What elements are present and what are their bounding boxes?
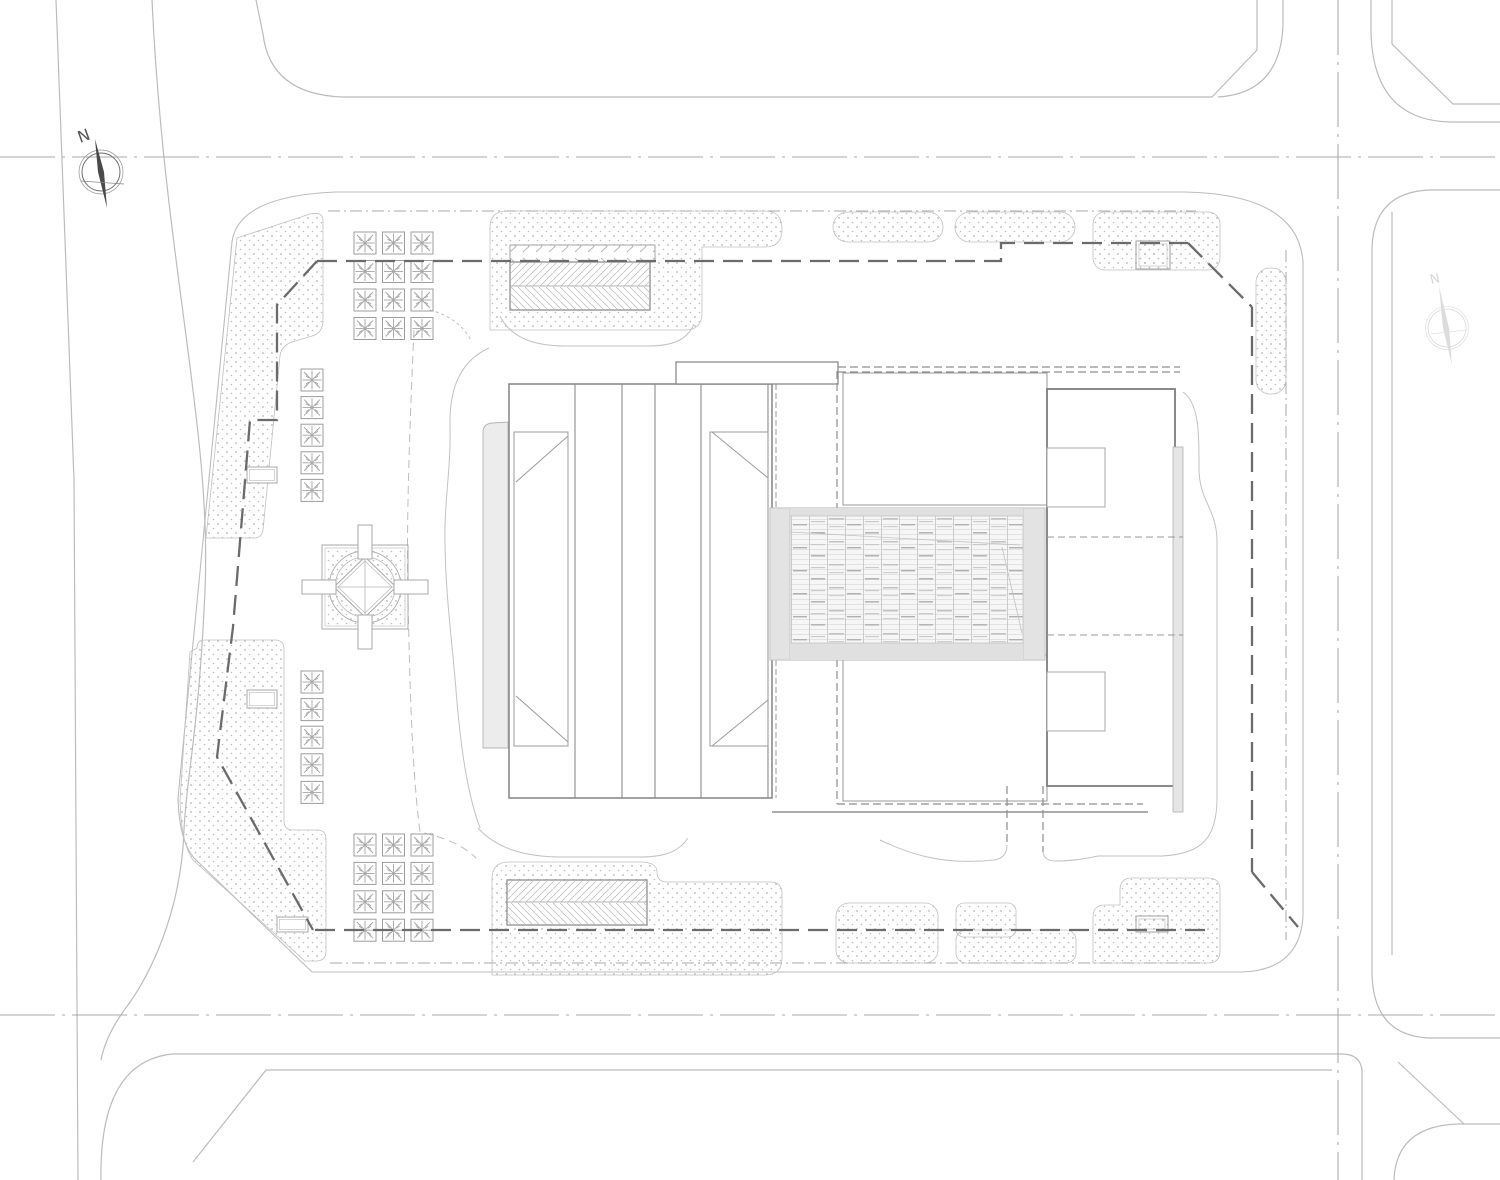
tree-symbol [411,862,433,884]
tree-symbol [301,726,323,748]
compass-needle [95,139,107,208]
east-canopy-slab [1173,447,1183,812]
stipple-strip-right [1256,268,1286,394]
tree-column-lower-left [301,671,323,803]
north-arrow-secondary [1426,271,1469,365]
tree-symbol [383,862,405,884]
path-curve-south-tab-left [880,840,1007,861]
tree-symbol [354,261,376,283]
ramp-chevron-pattern [510,245,655,262]
block-edge [101,1054,1362,1180]
tree-symbol [301,369,323,391]
south-hall [843,655,1047,801]
stage-tower [676,362,838,384]
tree-symbol [411,891,433,913]
fountain-arm-west [302,580,336,594]
tree-symbol [354,862,376,884]
tree-symbol [383,834,405,856]
block-corner-chamfer [193,1070,1332,1162]
tree-symbol [383,261,405,283]
parking-ramp-south [507,880,647,925]
tree-symbol [301,699,323,721]
block-corner-chamfer [1398,1062,1464,1124]
stipple-pill-bottom-1 [836,903,938,963]
tree-symbol [354,232,376,254]
stipple-band-left-upper [206,213,323,538]
parking-ramp-north [510,245,655,310]
tree-symbol [301,452,323,474]
ramp-hatch-upper [511,263,649,286]
stipple-pill-bottom-2b [956,930,1076,963]
tree-symbol [411,261,433,283]
tree-symbol [411,289,433,311]
path-curve-south-tab-right [1043,852,1098,861]
tree-symbol [354,891,376,913]
tree-symbol [301,397,323,419]
north-hall [843,373,1047,505]
louver-field-accents [790,516,1023,643]
fountain-arm-east [394,580,428,594]
path-curve-west [445,348,489,828]
court-cap-east [1023,508,1045,660]
road-edge-east [101,0,206,1060]
tree-grid-bottom-left [354,834,433,941]
road-edge-west [56,0,78,1180]
tree-grid-top-left [354,232,433,340]
court-band-top [790,508,1023,516]
tree-symbol [354,289,376,311]
block-corner-chamfer [1212,0,1257,97]
block-corner-curve [1218,0,1283,97]
boundary-southeast-chamfer [1252,872,1298,927]
tree-symbol [354,834,376,856]
court-cap-west [770,508,790,660]
utility-box-top [1136,241,1170,269]
ramp-hatch-upper [508,881,646,902]
north-label-primary: N [74,124,93,147]
block-edge [256,0,1212,97]
block-edge [1372,190,1500,1038]
louver-canopy-court [770,508,1045,660]
dashed-curve-northwest [430,310,472,342]
path-curve-southwest [478,828,688,857]
north-label-secondary: N [1428,271,1442,288]
tree-symbol [411,232,433,254]
court-band-bottom [790,643,1023,660]
block-corner-curve [1394,1124,1500,1180]
tree-symbol [301,781,323,803]
tree-column-upper-left [301,369,323,501]
west-canopy-slab [483,422,508,748]
stipple-pill-top-2 [955,212,1075,242]
tree-symbol [354,318,376,340]
tree-symbol [411,834,433,856]
ramp-hatch-lower [511,287,649,309]
tree-symbol [301,754,323,776]
tree-symbol [383,289,405,311]
west-wing [509,384,772,798]
tree-symbol [383,891,405,913]
east-block-core-north [1047,448,1105,507]
tree-symbol [383,318,405,340]
tree-symbol [301,479,323,501]
ramp-hatch-lower [508,903,646,924]
building-complex [483,362,1183,852]
tree-symbol [383,232,405,254]
block-corner-chamfer [1392,0,1500,104]
compass-needle [1439,286,1452,365]
fountain-arm-south [358,615,372,649]
tree-symbol [411,318,433,340]
east-block-core-south [1047,672,1105,731]
tree-symbol [301,424,323,446]
fountain-arm-north [358,525,372,559]
tree-symbol [301,671,323,693]
north-arrow-primary [75,125,124,208]
stipple-pill-top-1 [833,212,943,242]
